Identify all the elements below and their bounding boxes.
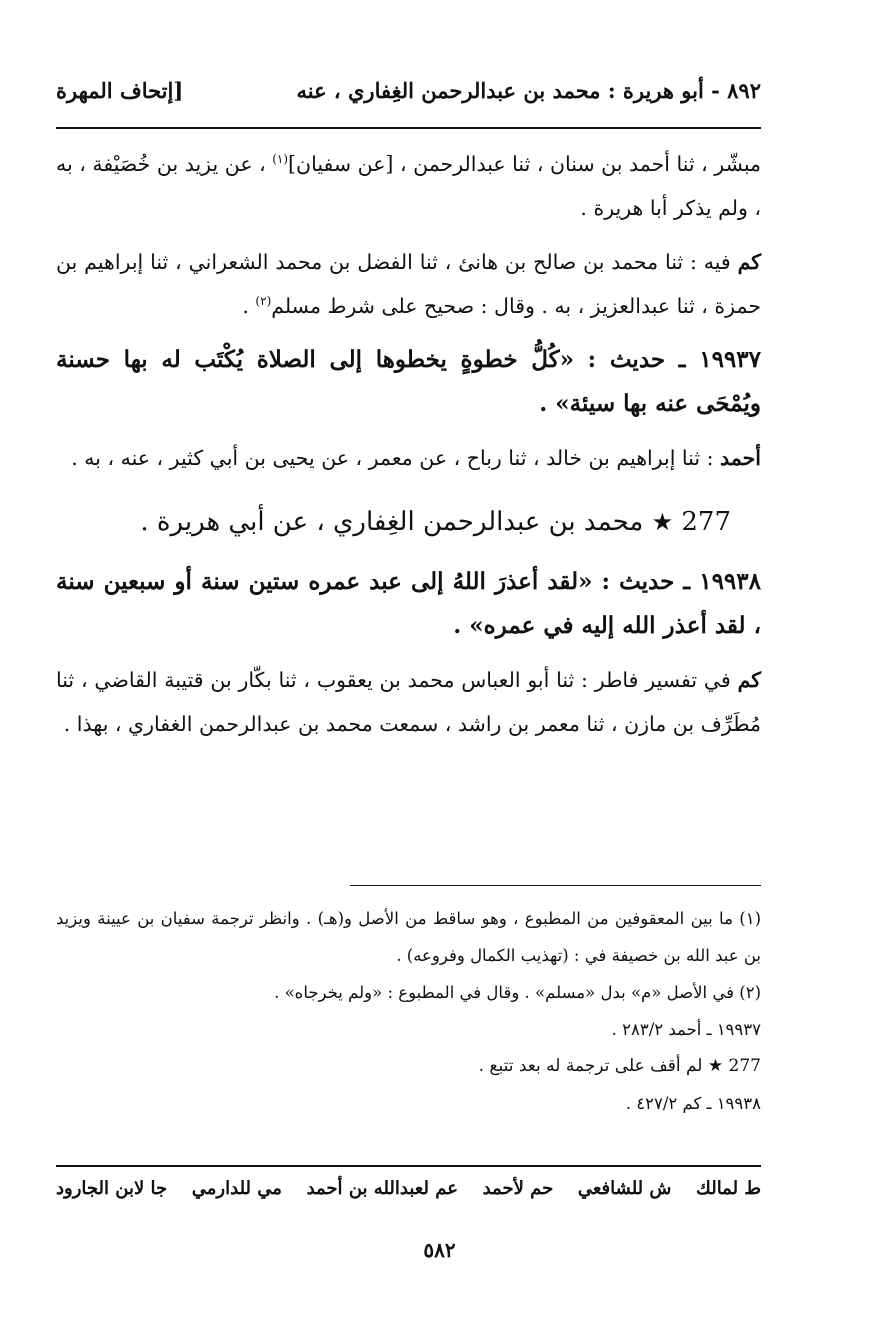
abbrev-item: مي للدارمي [191,1178,282,1199]
abbrev-item: عم لعبدالله بن أحمد [306,1178,458,1199]
running-title: ٨٩٢ - أبو هريرة : محمد بن عبدالرحمن الغِفاري ، عنه [296,78,761,103]
p1-line1-end: ، عن يزيد بن [156,152,273,176]
p2-text: فيه : ثنا محمد بن صالح بن هانئ ، ثنا الفضل بن محمد الشعراني ، ثنا إبراهيم بن حمزة ، ثنا عبدالعزيز ، به . وقال : صحيح على شرط مسلم [56,250,761,318]
footnote-ref-2: (٢) [255,294,272,309]
footnote-2: (٢) في الأصل «م» بدل «مسلم» . وقال في المطبوع : «ولم يخرجاه» . [274,983,761,1002]
hadith-19938 [56,560,761,648]
abbrev-item: حم لأحمد [482,1178,554,1199]
p2-end: . [242,294,256,318]
book-title: [إتحاف المهرة [56,78,184,103]
header-rule [56,127,761,129]
footnotes [56,900,761,1122]
paragraph-ahmad [56,436,761,480]
footnote-3: ١٩٩٣٧ ـ أحمد ٢٨٣/٢ . [611,1020,761,1039]
fn4-text: لم أقف على ترجمة له بعد تتبع . [478,1056,708,1076]
footnote-4 [56,1048,761,1085]
hadith-19937 [56,338,761,426]
footnote-5: ١٩٩٣٨ ـ كم ٤٢٧/٢ . [625,1094,761,1113]
page-header [56,78,761,114]
paragraph-kam [56,240,761,328]
p1-line2: خُصَيْفة ، به ، ولم يذكر أبا هريرة . [56,152,761,220]
footnote-rule [350,885,761,886]
abbrev-item: جا لابن الجارود [56,1178,168,1199]
page-number: ٥٨٢ [423,1238,456,1262]
main-text [56,142,761,756]
footnote-ref-1: (١) [272,152,289,167]
paragraph-continuation [56,142,761,230]
p3-text: : ثنا إبراهيم بن خالد ، ثنا رباح ، عن معمر ، عن يحيى بن أبي كثير ، عنه ، به . [71,446,721,470]
star-icon: ★ [651,508,674,536]
hadith-text: ـ حديث : «كُلُّ خطوةٍ يخطوها إلى الصلاة يُكْتَب له بها حسنة ويُمْحَى عنه بها سيئة» . [56,346,761,417]
paragraph-kam-tafsir [56,658,761,746]
hadith-number: ١٩٩٣٨ [699,568,761,595]
footer-rule [56,1165,761,1167]
star-icon: ★ [707,1056,724,1076]
source-abbrev-ahmad: أحمد [720,446,761,470]
hadith-text: ـ حديث : «لقد أعذرَ اللهُ إلى عبد عمره ستين سنة أو سبعين سنة ، لقد أعذر الله إليه في عمره» . [56,568,761,639]
p4-text: في تفسير فاطر : ثنا أبو العباس محمد بن يعقوب ، ثنا بكّار بن قتيبة القاضي ، ثنا مُطَرِّف بن مازن ، ثنا معمر بن راشد ، سمعت محمد بن عبدالرحمن الغفاري ، بهذا . [56,668,761,736]
abbreviation-key [56,1178,761,1199]
abbrev-item: ط لمالك [696,1178,761,1199]
source-abbrev-kam: كم [737,250,761,274]
abbrev-item: ش للشافعي [577,1178,672,1199]
fn4-number: 277 [728,1056,761,1076]
bio-text: محمد بن عبدالرحمن الغِفاري ، عن أبي هريرة . [140,507,644,537]
hadith-number: ١٩٩٣٧ [699,346,761,373]
source-abbrev-kam: كم [737,668,761,692]
footnote-1: (١) ما بين المعقوفين من المطبوع ، وهو ساقط من الأصل و(هـ) . وانظر ترجمة سفيان بن عيينة ويزيد بن عبد الله بن خصيفة في : (تهذيب الكمال وفروعه) . [56,909,761,965]
p1-line1: مبشّر ، ثنا أحمد بن سنان ، ثنا عبدالرحمن ، [عن سفيان] [288,152,762,176]
bio-number: 277 [681,507,731,537]
biography-heading [56,494,761,550]
